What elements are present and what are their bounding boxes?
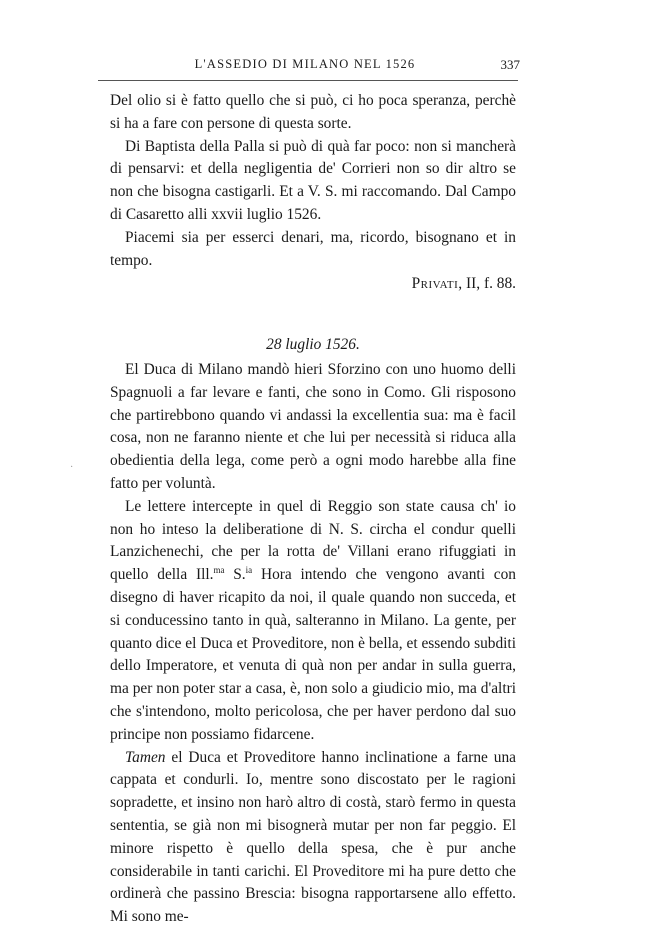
paragraph-tamen-rest: el Duca et Proveditore hanno inclinatione a farne una cappata et condurli. Io, mentre sono discostato per le ragioni sopradette, et insino non harò altro di costà, starò fermo in questa sententia, se già non mi bisognerà mutar per non far peggio. El minore rispetto è quello della spesa, che è pur anche considerabile in tanti carichi. El Proveditore mi ha pure detto che ordinerà che passino Brescia: bisogna rapportarsene allo effetto. Mi sono me- <box>110 748 516 926</box>
source-reference: , II, f. 88. <box>458 275 516 293</box>
paragraph-lettere <box>110 496 516 747</box>
page-body <box>110 90 516 929</box>
superscript-ma: ma <box>213 565 225 576</box>
paragraph-palla: Di Baptista della Palla si può di quà far poco: non si mancherà di pensarvi: et della negligentia de' Corrieri non so dir altro se non che bisogna castigarli. Et a V. S. mi raccomando. Dal Campo di Casaretto alli xxvii luglio 1526. <box>110 137 516 223</box>
running-title: L'ASSEDIO DI MILANO NEL 1526 <box>194 57 416 71</box>
paragraph-denari: Piacemi sia per esserci denari, ma, ricordo, bisognano et in tempo. <box>110 228 516 269</box>
page-number: 337 <box>500 57 520 72</box>
paragraph-olio: Del olio si è fatto quello che si può, ci ho poca speranza, perchè si ha a fare con persone di questa sorte. <box>110 92 516 132</box>
paragraph-lettere-part-a: Le lettere intercepte in quel di Reggio son state causa ch' io non ho inteso la deliberatione di N. S. circha el condur quelli Lanzichenechi, che per la rotta de' Villani erano rifuggiati in quello della Ill. <box>110 497 516 584</box>
paragraph-duca: El Duca di Milano mandò hieri Sforzino con uno huomo delli Spagnuoli a far levare e fanti, che sono in Como. Gli risposono che partirebbono quando vi andassi la excellentia sua: ma è facil cosa, non ne faranno niente et che lui per necessità si riduca alla obedientia della lega, come però a ogni modo harebbe alla fine fatto per voluntà. <box>110 360 516 492</box>
superscript-ia: ia <box>245 565 253 576</box>
tamen-lead-word: Tamen <box>125 748 166 766</box>
header-rule <box>98 80 518 81</box>
source-name: Privati <box>411 275 459 293</box>
source-citation <box>110 273 516 296</box>
letter-date-heading: 28 luglio 1526. <box>266 336 360 354</box>
paragraph-tamen <box>110 747 516 929</box>
running-head <box>110 57 520 79</box>
paragraph-lettere-part-c: Hora intendo che vengono avanti con disegno di haver ricapito da noi, il quale quando non succeda, et si conducessino tanto in quà, salteranno in Milano. La gente, per quanto dice el Duca et Proveditore, non è bella, et essendo subditi dello Imperatore, et venuta di quà non per andar in sulla guerra, ma per non poter star a casa, è, non solo a giudicio mio, ma d'altri che s'intendono, molto pericolosa, che per haver perdono dal suo principe non possiamo fidarcene. <box>110 566 516 743</box>
paragraph-lettere-part-b: S. <box>224 566 246 584</box>
margin-mark: · <box>70 462 74 473</box>
